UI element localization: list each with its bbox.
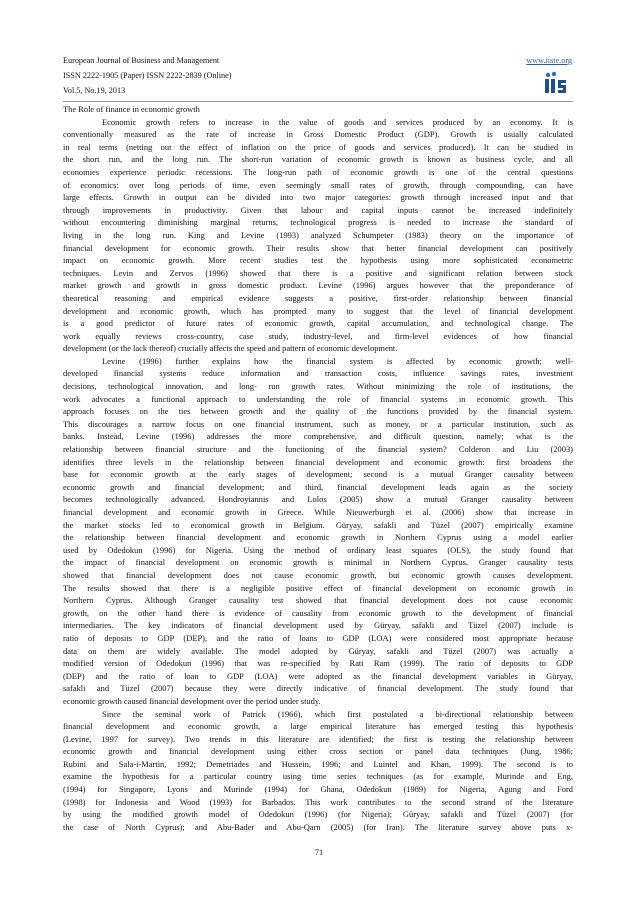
- text-line: growth, on the other hand there is evidence of causality from economic growth to the development of financial: [63, 607, 573, 618]
- iiste-logo: [542, 71, 570, 97]
- text-line: without encountering diminishing marginal returns, technological progress is needed to increase the standard of: [63, 217, 573, 228]
- text-line: financial development and economic growth in Greece. While Nieuwerburgh et al. (2006) show that increase in: [63, 507, 573, 517]
- text-line: (Levine, 1997 for survey). Two trends in this literature are identified; the first is testing the relationship between: [63, 733, 573, 744]
- text-line: (DEP) and the ratio of loan to GDP (LOA) were adopted as the financial development variables in Güryay,: [63, 670, 573, 681]
- text-line: economic growth and financial development; and third, financial development leads again as the society: [63, 481, 573, 492]
- paragraph: [63, 708, 573, 834]
- text-line: work advocates a functional approach to understanding the role of financial systems in economic growth. This: [63, 393, 573, 404]
- text-line: intermediaries. The key indicators of financial development used by Güryay, safakli and Tüzel (2007) include is: [63, 620, 573, 631]
- text-line: development (or the lack thereof) crucially affects the speed and pattern of economic development.: [63, 343, 398, 354]
- journal-name: European Journal of Business and Management: [63, 56, 220, 65]
- text-line: showed that financial development does not cause economic growth, but economic growth causes development.: [63, 569, 573, 580]
- text-line: The results showed that there is a negligible positive effect of financial development on economic growth in: [63, 582, 573, 593]
- text-line: is a good predictor of future rates of economic growth, capital accumulation, and technological change. The: [63, 318, 573, 329]
- text-line: development and economic growth, which has prompted many to suggest that the level of financial development: [63, 305, 573, 316]
- text-line: banks. Instead, Levine (1996) addresses the more comprehensive, and difficult question, namely; what is the: [63, 431, 573, 442]
- text-line: economic growth and financial development using either cross section or panel data techniques (Jung, 1986;: [63, 746, 573, 757]
- text-line: by using the modified growth model of Odedokun (1996) (for Nigeria); Güryay, safakli and Tüzel (2007) (for: [63, 809, 573, 820]
- text-line: the impact of financial development on economic growth is minimal in Northern Cyprus. Granger causality tests: [63, 557, 573, 568]
- text-line: the short run, and the long run. The short-run variation of economic growth is known as business cycle, and all: [63, 154, 573, 165]
- text-line: financial development and economic growth, a large empirical literature has emerged testing this hypothesis: [63, 721, 573, 732]
- text-line: the case of North Cyprus); and Abu-Bader and Abu-Qarn (2005) (for Iran). The literature survey above puts x-: [63, 821, 573, 832]
- text-line: identifies three levels in the relationship between financial development and economic growth: first broadens the: [63, 456, 573, 467]
- text-line: approach focuses on the ties between growth and the quality of the functions provided by the financial system.: [63, 406, 573, 417]
- paragraph-container: [63, 116, 573, 834]
- header-divider: [63, 101, 573, 102]
- paragraph: [63, 116, 573, 355]
- text-line: Economic growth refers to increase in the value of goods and services produced by an economy. It is: [102, 116, 573, 127]
- text-line: decisions, technological innovation, and long- run growth rates. Without minimizing the role of institutions, the: [63, 381, 573, 392]
- journal-url-link[interactable]: www.iiste.org: [526, 56, 572, 65]
- journal-volume: Vol.5, No.19, 2013: [63, 86, 126, 95]
- text-line: (1998) for Indonesia and Wood (1993) for Barbados. This work contributes to the second strand of the literature: [63, 796, 573, 807]
- text-line: the relationship between financial development and economic growth in Northern Cyprus using a model earlier: [63, 532, 573, 543]
- text-line: becomes technologically advanced. Hondroyiannis and Lolos (2005) show a mutual Granger causality between: [63, 494, 573, 505]
- text-line: examine the hypothesis for a particular country using time series techniques (as for example, Murinde and Eng,: [63, 771, 573, 782]
- paragraph: [63, 355, 573, 708]
- text-line: relationship between financial structure and the functioning of the financial system? Colderon and Liu (2003): [63, 444, 573, 455]
- text-line: large effects. Growth in output can be divided into two major categories: growth through increased input and that: [63, 192, 573, 203]
- text-line: economic growth caused financial development over the period under study.: [63, 695, 321, 706]
- text-line: Northern Cyprus. Although Granger causality test showed that financial development does not cause economic: [63, 595, 573, 606]
- text-line: base for economic growth at the early stages of development; second is a mutual Granger causality between: [63, 469, 573, 480]
- text-line: of economics: over long periods of time, even seemingly small rates of growth, through compounding, can have: [63, 179, 573, 190]
- text-line: ratio of deposits to GDP (DEP), and the ratio of loans to GDP (LOA) were considered most appropriate because: [63, 632, 573, 643]
- text-line: Since the seminal work of Patrick (1966), which first postulated a bi-directional relationship between: [102, 708, 573, 719]
- text-line: conventionally measured as the rate of increase in Gross Domestic Product (GDP). Growth is usually calculated: [63, 129, 573, 140]
- text-line: (1994) for Singapore, Lyons and Murinde (1994) for Ghana, Odedokun (1989) for Nigeria, Agung and Ford: [63, 784, 573, 795]
- text-line: in real terms (netting out the effect of inflation on the price of goods and services produced). It can be studied in: [63, 141, 573, 152]
- journal-header: [63, 54, 573, 102]
- text-line: financial development for economic growth. Their results show that better financial development can positively: [63, 242, 573, 253]
- text-line: modified version of Odedokun (1996) that was re-specified by Rati Ram (1999). The ratio of deposits to GDP: [63, 658, 573, 669]
- text-line: the market stocks led to economical growth in Belgium. Güryay, safakli and Tüzel (2007) empirically examine: [63, 519, 573, 530]
- text-line: used by Odedokun (1996) for Nigeria. Using the method of ordinary least squares (OLS), the study found that: [63, 544, 573, 555]
- text-line: theoretical reasoning and empirical evidence suggests a positive, first-order relationship between financial: [63, 292, 573, 303]
- text-line: This discourages a narrow focus on one financial instrument, such as money, or a particular institution, such as: [63, 418, 573, 429]
- text-line: Rubini and Sala-i-Martin, 1992; Demetriades and Hussein, 1996; and Luintel and Khan, 1999). The second is to: [63, 758, 573, 769]
- text-line: living in the long run. King and Levine (1993) analyzed Schumpeter (1983) theory on the importance of: [63, 229, 573, 240]
- text-line: techniques. Levin and Zervos (1996) showed that there is a positive and significant relation between stock: [63, 267, 573, 278]
- text-line: data on them are widely available. The model adopted by Güryay, safakli and Tüzel (2007) was actually a: [63, 645, 573, 656]
- article-body: [63, 103, 573, 833]
- text-line: developed financial systems reduce information and transaction costs, influence savings rates, investment: [63, 368, 573, 379]
- text-line: safakli and Tüzel (2007) because they were directly indicative of financial development. The study found that: [63, 683, 573, 694]
- section-heading: The Role of finance in economic growth: [63, 104, 200, 114]
- page-number: 71: [314, 848, 324, 857]
- text-line: work equally reviews cross-country, case study, industry-level, and firm-level evidences of how financial: [63, 330, 573, 341]
- text-line: through improvements in productivity. Given that labour and capital inputs cannot be increased indefinitely: [63, 204, 573, 215]
- journal-issn: ISSN 2222-1905 (Paper) ISSN 2222-2839 (Online): [63, 71, 232, 80]
- text-line: economies experience periodic recessions. The long-run path of economic growth is one of the central questions: [63, 166, 573, 177]
- text-line: Levine (1996) further explains how the financial system is affected by economic growth; well-: [102, 355, 573, 366]
- text-line: market growth and growth in gross domestic product. Levine (1996) argues however that the preponderance of: [63, 280, 573, 291]
- text-line: impact on economic growth. More recent studies test the hypothesis using more sophisticated econometric: [63, 255, 573, 266]
